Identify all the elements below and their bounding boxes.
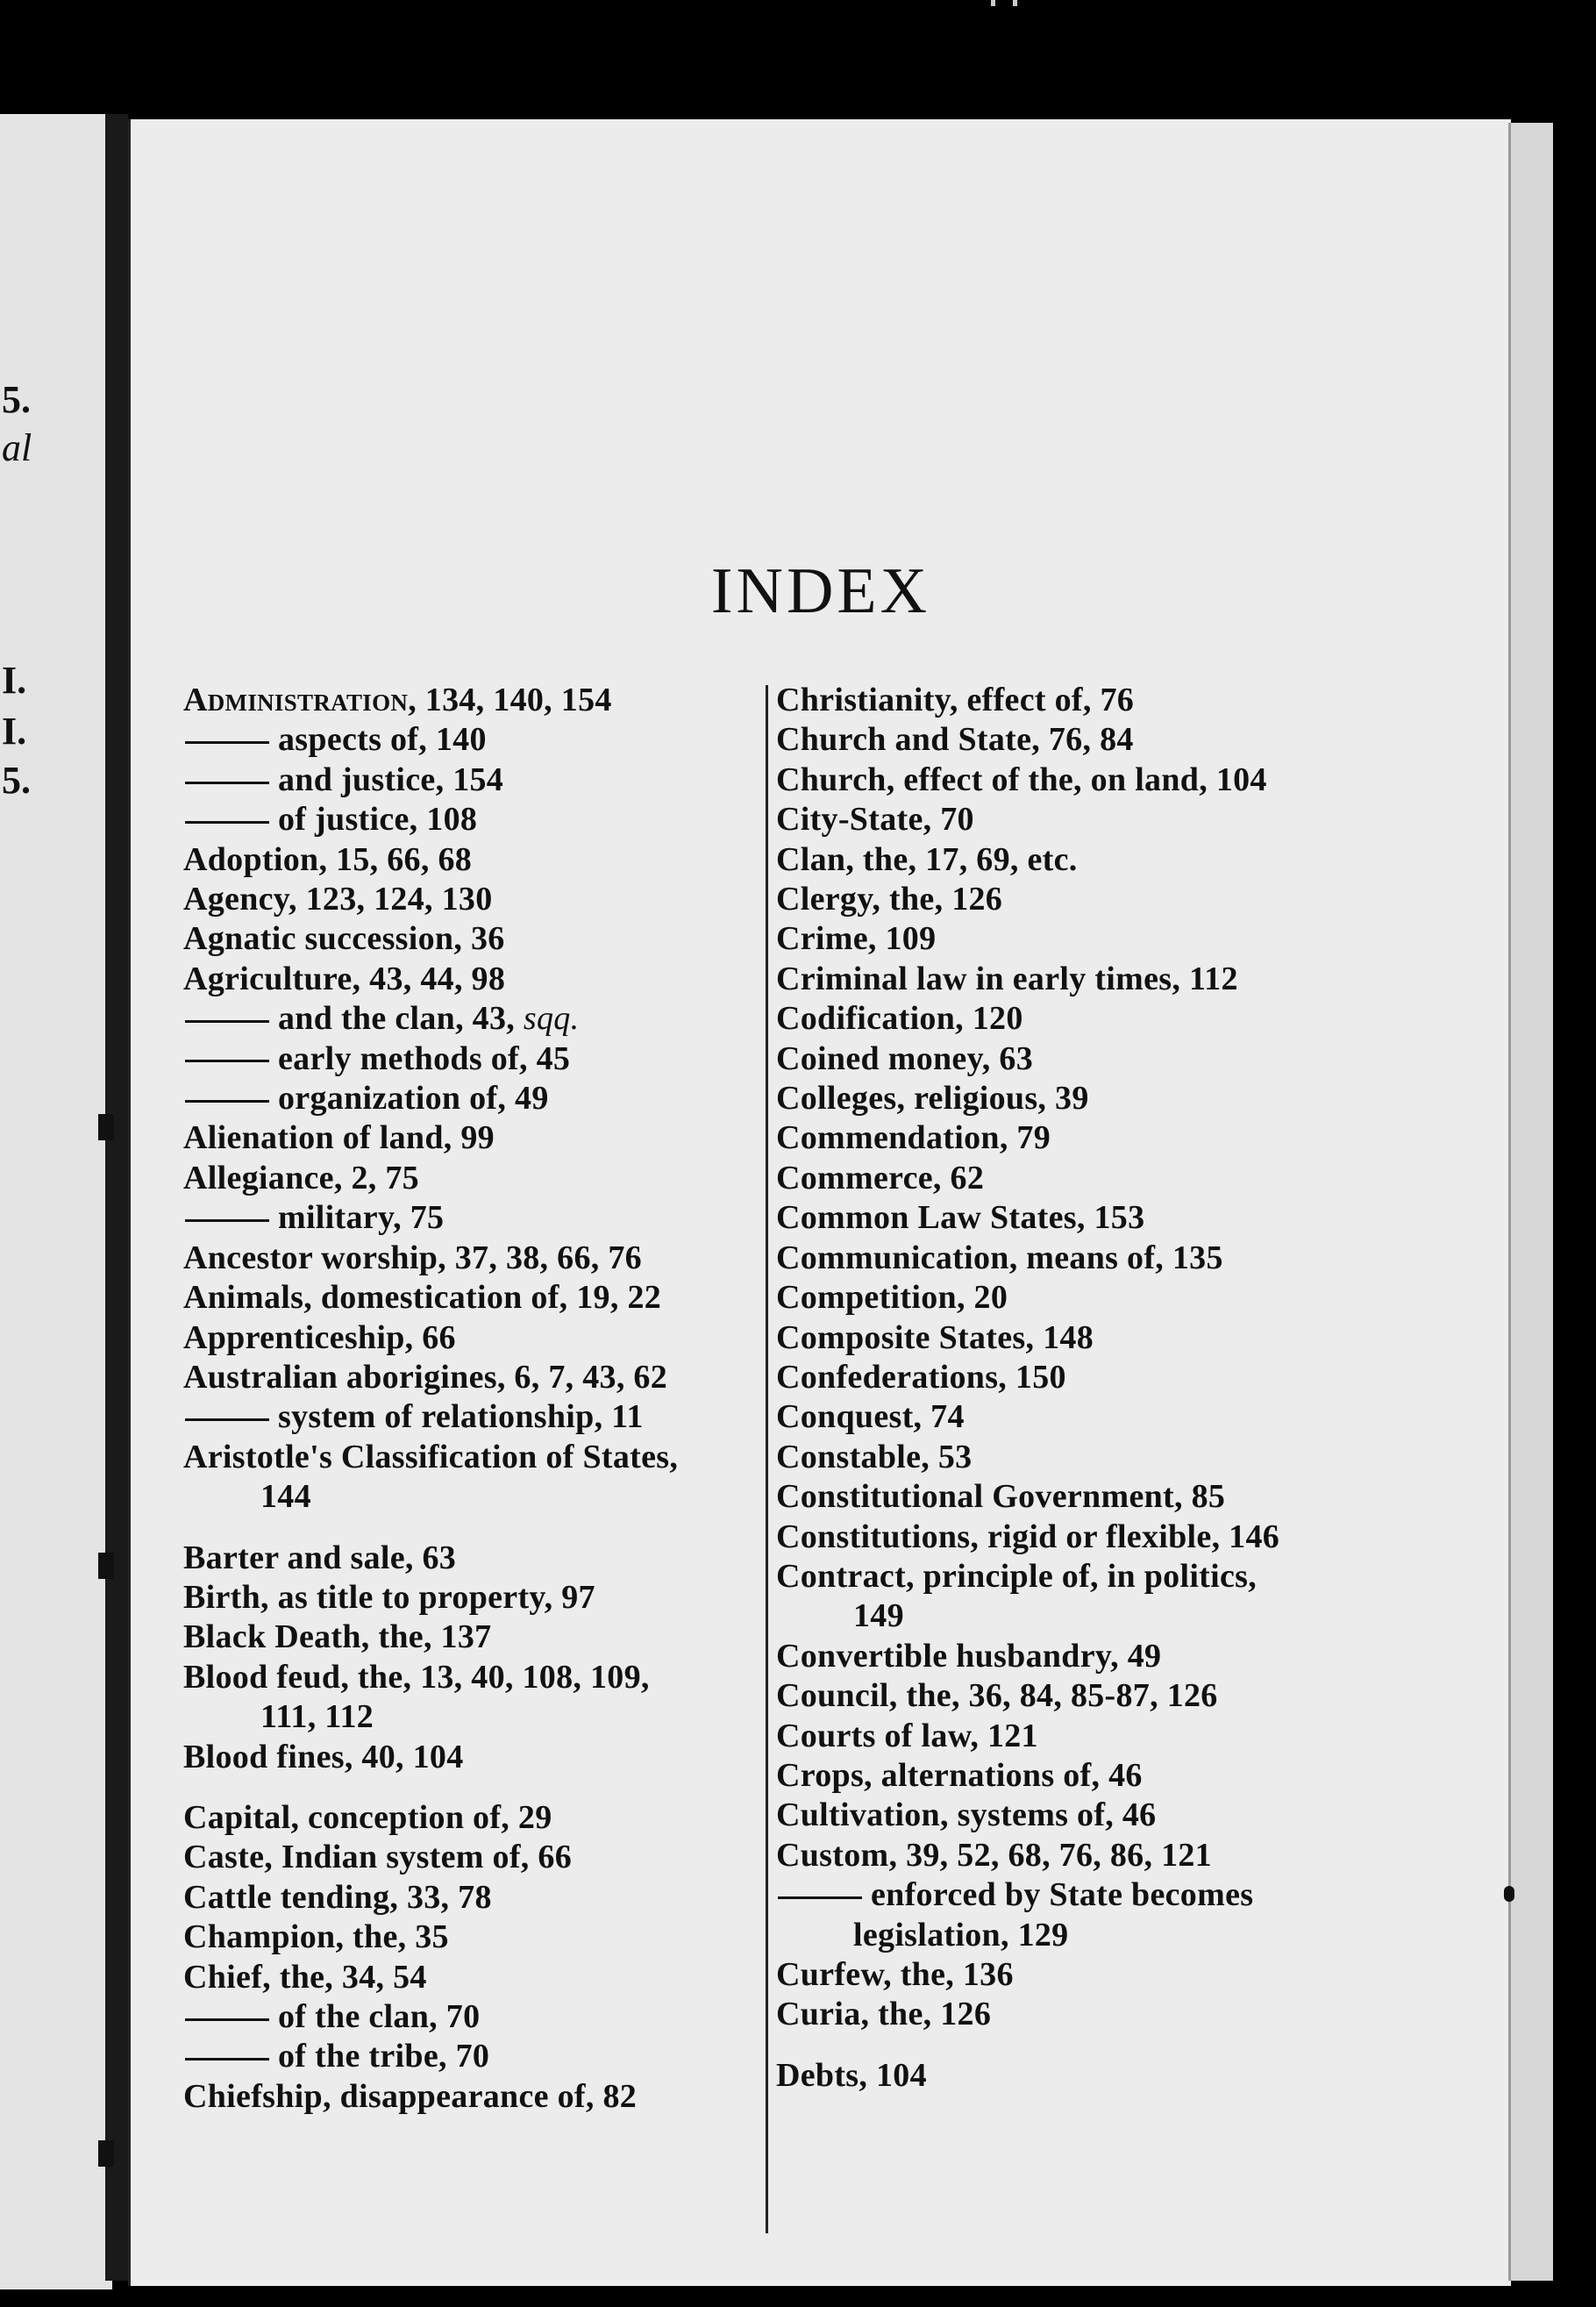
facing-page-fragment (0, 114, 112, 2289)
index-subentry (183, 720, 788, 760)
index-entry (776, 919, 1381, 959)
index-text: of the clan, 70 (278, 1998, 481, 2035)
top-edge-marks (991, 0, 1044, 11)
index-text: Caste, Indian system of, 66 (183, 1839, 573, 1876)
index-text: Criminal law in early times, 112 (776, 960, 1238, 997)
index-text: Crime, 109 (776, 920, 937, 958)
index-text: Chief, the, 34, 54 (183, 1958, 427, 1996)
index-pages: , 134, 140, 154 (408, 682, 612, 718)
index-entry (183, 960, 788, 999)
repeat-dash (185, 2058, 269, 2061)
index-text: Colleges, religious, 39 (776, 1080, 1089, 1118)
index-entry (776, 960, 1381, 999)
index-entry-continuation (776, 1596, 1381, 1636)
index-entry (183, 880, 788, 919)
index-entry (776, 840, 1381, 880)
index-text: Agency, 123, 124, 130 (183, 881, 493, 918)
index-text: Animals, domestication of, 19, 22 (183, 1279, 662, 1317)
repeat-dash (185, 1060, 269, 1062)
index-text: Alienation of land, 99 (183, 1119, 495, 1157)
index-text: Clergy, the, 126 (776, 881, 1003, 918)
edge-mark (1504, 1886, 1514, 1902)
index-text: early methods of, 45 (278, 1039, 571, 1077)
index-text: Constitutional Government, 85 (776, 1478, 1226, 1516)
index-text: Contract, principle of, in politics, (776, 1557, 1258, 1595)
index-text: Confederations, 150 (776, 1358, 1066, 1396)
index-text: and the clan, 43, (278, 1000, 524, 1038)
index-entry (776, 800, 1381, 839)
index-text: Cattle tending, 33, 78 (183, 1878, 492, 1916)
index-text: Blood feud, the, 13, 40, 108, 109, (183, 1658, 650, 1696)
index-entry (776, 1039, 1381, 1079)
index-entry (183, 1118, 788, 1158)
index-entry (183, 1958, 788, 1997)
index-entry (776, 1955, 1381, 1995)
index-entry (183, 1358, 788, 1397)
spine-mark (98, 1114, 114, 1140)
repeat-dash (185, 741, 269, 744)
facing-page-text: I. (2, 659, 27, 702)
index-entry (183, 1278, 788, 1318)
index-text: Apprenticeship, 66 (183, 1318, 456, 1356)
repeat-dash (778, 1896, 862, 1899)
index-entry (776, 1118, 1381, 1158)
repeat-dash (185, 1219, 269, 1222)
index-subentry (776, 1875, 1381, 1915)
index-entry (776, 1836, 1381, 1875)
index-text: 149 (853, 1597, 904, 1635)
index-entry (776, 1239, 1381, 1278)
index-entry (776, 1358, 1381, 1397)
index-text: Commendation, 79 (776, 1119, 1051, 1157)
facing-page-text: al (2, 426, 32, 469)
index-text: of the tribe, 70 (278, 2038, 490, 2075)
index-entry (776, 1995, 1381, 2034)
index-text: Black Death, the, 137 (183, 1618, 492, 1656)
index-text: legislation, 129 (853, 1916, 1069, 1953)
index-text: Coined money, 63 (776, 1039, 1033, 1077)
index-subentry (183, 1198, 788, 1238)
facing-page-text: I. (2, 710, 27, 753)
index-text: Birth, as title to property, 97 (183, 1578, 595, 1616)
index-text: Commerce, 62 (776, 1159, 985, 1196)
index-text: Adoption, 15, 66, 68 (183, 840, 473, 878)
index-entry (183, 1838, 788, 1877)
index-text: organization of, 49 (278, 1080, 549, 1118)
section-gap (183, 1518, 788, 1539)
index-text: enforced by State becomes (871, 1876, 1254, 1914)
index-entry-continuation (776, 1916, 1381, 1955)
index-entry (183, 1878, 788, 1918)
index-entry (183, 840, 788, 880)
index-subentry (183, 800, 788, 839)
index-page (128, 119, 1511, 2286)
index-text: Capital, conception of, 29 (183, 1798, 552, 1836)
index-entry (776, 1079, 1381, 1118)
index-text: Barter and sale, 63 (183, 1539, 457, 1576)
index-entry (776, 1637, 1381, 1676)
index-text: City-State, 70 (776, 801, 974, 839)
column-divider (766, 685, 768, 2233)
index-entry (776, 761, 1381, 800)
index-text: Competition, 20 (776, 1279, 1008, 1317)
repeat-dash (185, 1100, 269, 1103)
index-text: Australian aborigines, 6, 7, 43, 62 (183, 1358, 668, 1396)
index-entry (776, 720, 1381, 760)
index-text: Communication, means of, 135 (776, 1239, 1223, 1276)
repeat-dash (185, 1418, 269, 1421)
index-text: 144 (260, 1478, 311, 1516)
index-text: Crops, alternations of, 46 (776, 1756, 1143, 1794)
index-text: system of relationship, 11 (278, 1398, 644, 1436)
index-entry (183, 1658, 788, 1697)
index-entry (776, 999, 1381, 1039)
index-subentry (183, 999, 788, 1039)
index-entry (776, 1717, 1381, 1756)
index-entry (183, 1918, 788, 1957)
index-entry (183, 1539, 788, 1578)
index-subentry (183, 1397, 788, 1437)
repeat-dash (185, 821, 269, 824)
index-text: Common Law States, 153 (776, 1199, 1145, 1237)
index-text: Curfew, the, 136 (776, 1956, 1014, 1993)
index-text: of justice, 108 (278, 801, 478, 839)
book-spine (105, 114, 128, 2281)
index-text: Allegiance, 2, 75 (183, 1159, 419, 1196)
index-text: Debts, 104 (776, 2056, 927, 2094)
index-entry-continuation (183, 1697, 788, 1737)
index-text: Aristotle's Classification of States, (183, 1438, 679, 1475)
repeat-dash (185, 782, 269, 784)
index-entry (183, 1578, 788, 1618)
index-entry-continuation (183, 1477, 788, 1517)
index-column-left (183, 681, 788, 2117)
index-text: Christianity, effect of, 76 (776, 682, 1135, 718)
index-heading: Administration (183, 682, 409, 718)
index-text: Council, the, 36, 84, 85-87, 126 (776, 1677, 1218, 1715)
index-entry (776, 2056, 1381, 2096)
index-text: Ancestor worship, 37, 38, 66, 76 (183, 1239, 642, 1276)
index-entry (183, 919, 788, 959)
spine-mark (98, 2140, 114, 2167)
index-text: aspects of, 140 (278, 721, 487, 759)
index-entry (776, 1676, 1381, 1716)
index-text: Composite States, 148 (776, 1318, 1094, 1356)
index-entry (183, 1798, 788, 1838)
index-entry (776, 1318, 1381, 1358)
index-entry (776, 1557, 1381, 1596)
index-entry (776, 1278, 1381, 1318)
section-gap (183, 1777, 788, 1798)
repeat-dash (185, 2018, 269, 2021)
index-text: 111, 112 (260, 1698, 374, 1736)
index-entry (183, 1438, 788, 1477)
index-entry (183, 1618, 788, 1657)
section-gap (776, 2035, 1381, 2056)
page-title: INDEX (710, 555, 931, 627)
spine-mark (98, 1553, 114, 1579)
index-text: Constitutions, rigid or flexible, 146 (776, 1518, 1280, 1555)
index-text: Conquest, 74 (776, 1398, 965, 1436)
index-entry (776, 1756, 1381, 1796)
index-entry (183, 2077, 788, 2117)
index-text: military, 75 (278, 1199, 445, 1237)
index-column-right (776, 681, 1381, 2096)
index-text: Chiefship, disappearance of, 82 (183, 2077, 638, 2115)
facing-page-text: 5. (2, 378, 31, 421)
facing-page-text: 5. (2, 759, 31, 802)
index-entry (776, 681, 1381, 720)
index-entry (183, 681, 788, 720)
index-entry (776, 1518, 1381, 1557)
index-text: Cultivation, systems of, 46 (776, 1796, 1157, 1834)
index-text: Curia, the, 126 (776, 1996, 992, 2033)
page-edge (1508, 123, 1553, 2281)
index-entry (776, 1397, 1381, 1437)
index-subentry (183, 1997, 788, 2037)
repeat-dash (185, 1020, 269, 1023)
index-text: Custom, 39, 52, 68, 76, 86, 121 (776, 1836, 1212, 1874)
index-entry (183, 1159, 788, 1198)
index-text: Church, effect of the, on land, 104 (776, 761, 1267, 798)
index-text: Clan, the, 17, 69, etc. (776, 840, 1078, 878)
index-entry (776, 1159, 1381, 1198)
index-subentry (183, 1079, 788, 1118)
index-text: Church and State, 76, 84 (776, 721, 1134, 759)
index-text: Agriculture, 43, 44, 98 (183, 960, 506, 997)
index-entry (183, 1239, 788, 1278)
index-text: Blood fines, 40, 104 (183, 1738, 464, 1775)
index-subentry (183, 2037, 788, 2076)
index-text: and justice, 154 (278, 761, 504, 798)
index-entry (776, 880, 1381, 919)
index-entry (183, 1738, 788, 1777)
index-text: Agnatic succession, 36 (183, 920, 505, 958)
index-subentry (183, 761, 788, 800)
index-text: Codification, 120 (776, 1000, 1023, 1038)
index-entry (776, 1198, 1381, 1238)
index-entry (183, 1318, 788, 1358)
index-entry (776, 1477, 1381, 1517)
index-entry (776, 1796, 1381, 1835)
index-text: Courts of law, 121 (776, 1717, 1038, 1754)
index-entry (776, 1438, 1381, 1477)
index-text: Constable, 53 (776, 1438, 973, 1475)
index-subentry (183, 1039, 788, 1079)
index-text: Champion, the, 35 (183, 1918, 449, 1956)
index-text: Convertible husbandry, 49 (776, 1637, 1162, 1675)
index-italic: sqq. (523, 1000, 580, 1038)
